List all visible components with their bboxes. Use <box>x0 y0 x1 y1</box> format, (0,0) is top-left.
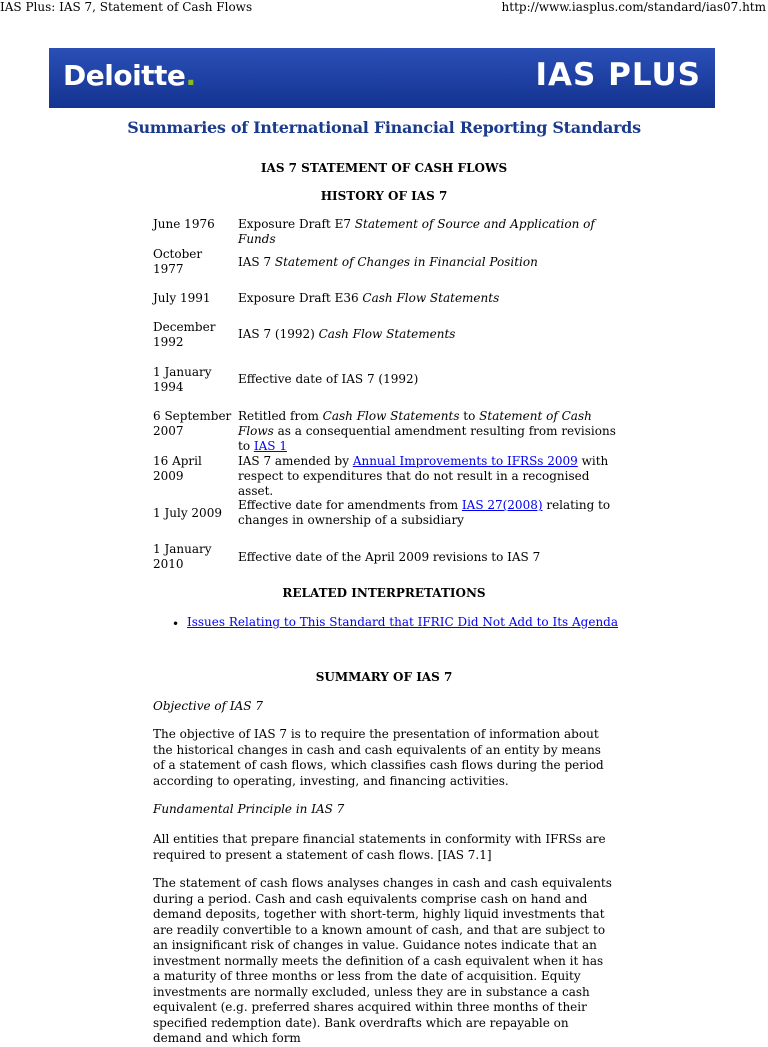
history-date: 1 January 2010 <box>153 542 212 571</box>
event-text: relating to changes in ownership of a subsidiary <box>238 498 611 527</box>
objective-heading: Objective of IAS 7 <box>153 699 263 713</box>
history-event <box>238 217 620 247</box>
event-text: Exposure Draft E36 <box>238 291 363 305</box>
event-title: Statement of Cash Flows <box>238 409 592 438</box>
logo-text: Deloitte <box>63 59 186 92</box>
history-event: Effective date of the April 2009 revisions to IAS 7 <box>238 550 541 564</box>
history-event <box>238 327 620 342</box>
site-name[interactable]: IAS PLUS <box>535 57 701 93</box>
history-heading: HISTORY OF IAS 7 <box>320 189 448 203</box>
ias27-link[interactable]: IAS 27(2008) <box>461 498 543 512</box>
event-title: Cash Flow Statements <box>362 291 500 305</box>
event-text: Exposure Draft E7 <box>238 217 355 231</box>
history-date: December 1992 <box>153 320 216 349</box>
principle-heading: Fundamental Principle in IAS 7 <box>153 802 345 816</box>
history-date: October 1977 <box>153 247 203 276</box>
event-text: as a consequential amendment resulting from revisions to <box>238 424 616 453</box>
page-title-header: IAS Plus: IAS 7, Statement of Cash Flows <box>0 0 253 14</box>
site-banner <box>49 48 715 108</box>
deloitte-logo[interactable] <box>63 59 196 92</box>
event-text: with respect to expenditures that do not result in a recognised asset. <box>238 454 609 498</box>
history-event: Effective date of IAS 7 (1992) <box>238 372 419 386</box>
subtitle: Summaries of International Financial Reporting Standards <box>127 118 641 137</box>
event-text: IAS 7 (1992) <box>238 327 319 341</box>
summary-heading: SUMMARY OF IAS 7 <box>315 670 453 684</box>
related-heading: RELATED INTERPRETATIONS <box>282 586 486 600</box>
event-text: IAS 7 <box>238 255 275 269</box>
annual-improvements-link[interactable]: Annual Improvements to IFRSs 2009 <box>352 454 578 468</box>
bullet-icon: • <box>172 617 180 631</box>
history-date: 1 July 2009 <box>153 506 222 520</box>
analysis-paragraph: The statement of cash flows analyses changes in cash and cash equivalents during a period. Cash and cash equivalents comprise cash on hand and demand deposits, together with short-term, highly liquid investments that are readily convertible to a known amount of cash, and that are subject to an insignificant risk of changes in value. Guidance notes indicate that an investment normally meets the definition of a cash equivalent when it has a maturity of three months or less from the date of acquisition. Equity investments are normally excluded, unless they are in substance a cash equivalent (e.g. preferred shares acquired within three months of their specified redemption date). Bank overdrafts which are repayable on demand and which form <box>153 876 612 1045</box>
logo-dot: . <box>185 59 196 92</box>
objective-paragraph: The objective of IAS 7 is to require the presentation of information about the historical changes in cash and cash equivalents of an entity by means of a statement of cash flows, which classifies cash flows during the period according to operating, investing, and financing activities. <box>153 727 604 788</box>
history-event <box>238 255 620 270</box>
document-title: IAS 7 STATEMENT OF CASH FLOWS <box>260 161 508 175</box>
event-title: Cash Flow Statements <box>318 327 456 341</box>
ias1-link[interactable]: IAS 1 <box>253 439 287 453</box>
event-title: Statement of Source and Application of Funds <box>238 217 595 246</box>
history-date: July 1991 <box>153 291 211 305</box>
ifric-agenda-link[interactable]: Issues Relating to This Standard that IFRIC Did Not Add to Its Agenda <box>187 615 619 629</box>
history-event <box>238 409 620 454</box>
history-date: 16 April 2009 <box>153 454 202 483</box>
history-date: 1 January 1994 <box>153 365 212 394</box>
history-date: June 1976 <box>153 217 215 231</box>
history-event <box>238 498 620 528</box>
history-event <box>238 454 620 499</box>
event-title: Cash Flow Statements <box>322 409 460 423</box>
history-date: 6 September 2007 <box>153 409 232 438</box>
event-text: IAS 7 amended by <box>238 454 353 468</box>
event-text: Retitled from <box>238 409 323 423</box>
event-text: Effective date for amendments from <box>238 498 462 512</box>
event-title: Statement of Changes in Financial Position <box>274 255 538 269</box>
principle-paragraph: All entities that prepare financial statements in conformity with IFRSs are required to present a statement of cash flows. [IAS 7.1] <box>153 832 606 862</box>
history-event <box>238 291 620 306</box>
page-url-header: http://www.iasplus.com/standard/ias07.htm <box>501 0 766 14</box>
event-text: to <box>459 409 480 423</box>
